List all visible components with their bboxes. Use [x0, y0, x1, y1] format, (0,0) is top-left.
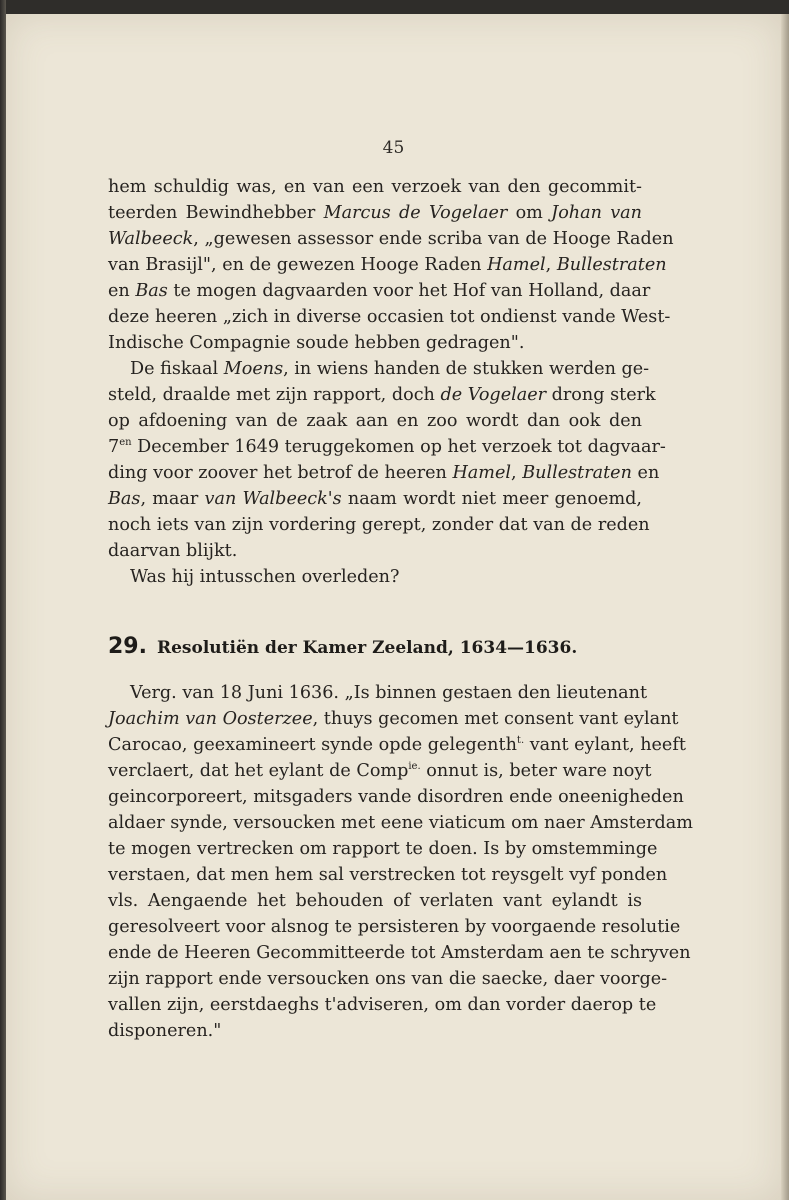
text-line: verstaen, dat men hem sal verstrecken tot reysgelt vyf ponden	[108, 865, 668, 885]
text-line: en Bas te mogen dagvaarden voor het Hof van Holland, daar	[108, 281, 651, 301]
text-line: Joachim van Oosterzee, thuys gecomen met consent vant eylant	[108, 709, 679, 729]
text-line: verclaert, dat het eylant de Comp$^{ie.}$ onnut is, beter ware noyt	[108, 761, 652, 781]
text-line: van Brasijl", en de gewezen Hooge Raden Hamel, Bullestraten	[108, 255, 667, 275]
section-heading	[108, 634, 642, 659]
book-page	[6, 14, 781, 1200]
text-line: hem schuldig was, en van een verzoek van den gecommit-	[108, 177, 642, 197]
text-line: op afdoening van de zaak aan en zoo wordt dan ook den	[108, 411, 642, 431]
section-number: 29.	[108, 634, 147, 659]
text-line: noch iets van zijn vordering gerept, zonder dat van de reden	[108, 515, 650, 535]
text-line: Was hij intusschen overleden?	[130, 567, 400, 587]
text-line: Indische Compagnie soude hebben gedragen".	[108, 333, 525, 353]
text-line: te mogen vertrecken om rapport te doen. Is by omstemminge	[108, 839, 658, 859]
text-line: daarvan blijkt.	[108, 541, 238, 561]
text-line: $7^{en}$ December 1649 teruggekomen op het verzoek tot dagvaar-	[108, 437, 666, 457]
text-line: ende de Heeren Gecommitteerde tot Amsterdam aen te schryven	[108, 943, 691, 963]
text-line: Bas, maar van Walbeeck's naam wordt niet meer genoemd,	[108, 489, 642, 509]
text-line: steld, draalde met zijn rapport, doch de Vogelaer drong sterk	[108, 385, 656, 405]
text-line: Walbeeck, „gewesen assessor ende scriba van de Hooge Raden	[108, 229, 674, 249]
text-line: Carocao, geexamineert synde opde gelegenth$^{t.}$ vant eylant, heeft	[108, 735, 686, 755]
text-line: teerden Bewindhebber Marcus de Vogelaer om Johan van	[108, 203, 642, 223]
text-line: De fiskaal Moens, in wiens handen de stukken werden ge-	[130, 359, 650, 379]
text-line: aldaer synde, versoucken met eene viaticum om naer Amsterdam	[108, 813, 693, 833]
text-line: geresolveert voor alsnog te persisteren by voorgaende resolutie	[108, 917, 681, 937]
text-line: Verg. van 18 Juni 1636. „Is binnen gestaen den lieutenant	[130, 683, 648, 703]
text-line: geincorporeert, mitsgaders vande disordren ende oneenigheden	[108, 787, 684, 807]
text-line: disponeren."	[108, 1021, 222, 1041]
page-right-edge	[781, 14, 789, 1200]
text-line: vls. Aengaende het behouden of verlaten vant eylandt is	[108, 891, 642, 911]
section-title: Resolutiën der Kamer Zeeland, 1634—1636.	[156, 638, 578, 658]
scan-top-border	[0, 0, 789, 14]
text-line: deze heeren „zich in diverse occasien tot ondienst vande West-	[108, 307, 671, 327]
text-line: zijn rapport ende versoucken ons van die saecke, daer voorge-	[108, 969, 668, 989]
page-number: 45	[382, 138, 405, 158]
text-line: vallen zijn, eerstdaeghs t'adviseren, om dan vorder daerop te	[108, 995, 657, 1015]
text-line: ding voor zoover het betrof de heeren Hamel, Bullestraten en	[108, 463, 660, 483]
